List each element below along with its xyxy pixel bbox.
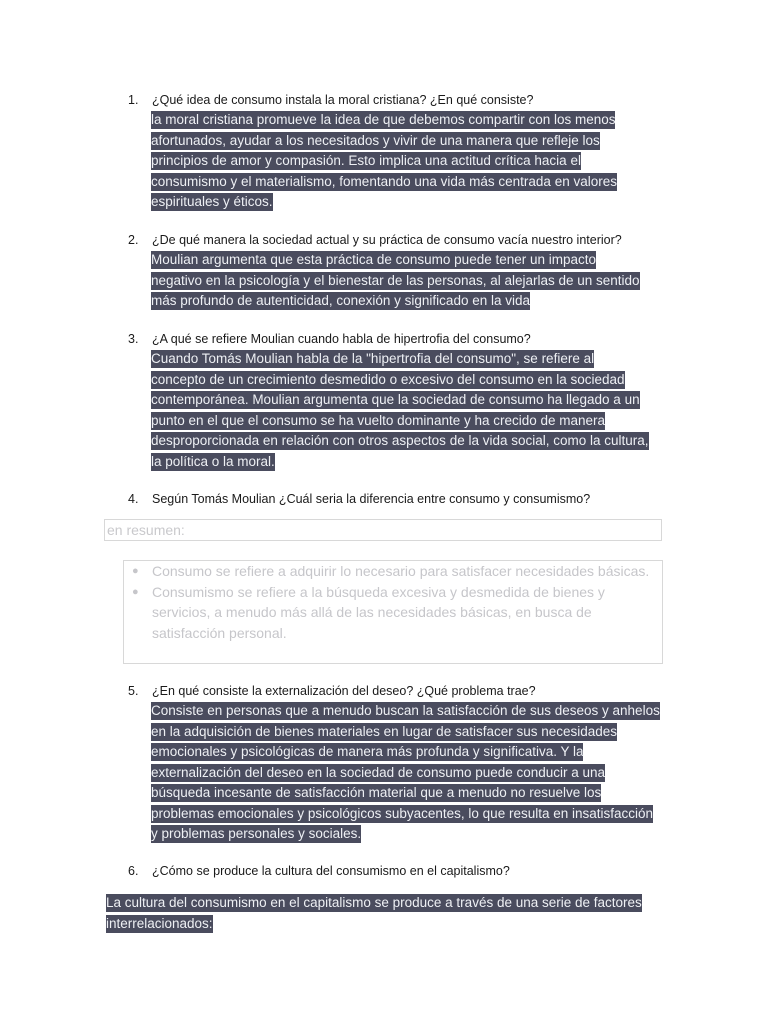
- question-text: ¿Cómo se produce la cultura del consumismo en el capitalismo?: [152, 864, 510, 878]
- question-number: 1.: [128, 93, 139, 107]
- answer-line: emocionales y psicológicas de manera más profunda y significativa. Y la: [151, 744, 584, 759]
- summary-list: [124, 561, 662, 643]
- summary-item-text: Consumismo se refiere a la búsqueda excesiva y desmedida de bienes y servicios, a menudo más allá de las necesidades básicas, en busca de satisfacción personal.: [152, 583, 605, 641]
- question-number: 4.: [128, 492, 139, 506]
- question-text: ¿A qué se refiere Moulian cuando habla de hipertrofia del consumo?: [152, 332, 531, 346]
- answer-line: Moulian argumenta que esta práctica de consumo puede tener un impacto: [151, 252, 597, 267]
- bullet-icon: ●: [132, 585, 139, 598]
- answer-line: problemas emocionales y psicológicos subyacentes, lo que resulta en insatisfacción: [151, 805, 654, 821]
- question-text: ¿En qué consiste la externalización del deseo? ¿Qué problema trae?: [152, 684, 536, 698]
- answer-line: más profundo de autenticidad, conexión y significado en la vida: [151, 293, 530, 308]
- final-paragraph[interactable]: [106, 892, 642, 934]
- final-line: La cultura del consumismo en el capitalismo se produce a través de una serie de factores: [106, 895, 642, 910]
- bullet-icon: ●: [132, 565, 139, 577]
- answer-line: consumismo y el materialismo, fomentando una vida más centrada en valores: [151, 173, 617, 189]
- answer-line: externalización del deseo en la sociedad de consumo puede conducir a una: [151, 764, 606, 780]
- question-number: 2.: [128, 233, 139, 247]
- question-6: [128, 861, 510, 881]
- question-4: [128, 489, 590, 509]
- question-text: ¿Qué idea de consumo instala la moral cristiana? ¿En qué consiste?: [152, 93, 534, 107]
- summary-box[interactable]: [123, 560, 663, 664]
- answer-line: afortunados, ayudar a los necesitados y vivir de una manera que refleje los: [151, 132, 600, 148]
- answer-line: Cuando Tomás Moulian habla de la "hipertrofia del consumo", se refiere al: [151, 351, 595, 366]
- question-3: [128, 329, 531, 349]
- answer-line: búsqueda incesante de satisfacción material que a menudo no resuelve los: [151, 785, 602, 800]
- summary-label: en resumen:: [107, 522, 185, 538]
- question-number: 3.: [128, 332, 139, 346]
- answer-line: la política o la moral.: [151, 453, 275, 469]
- summary-item: [124, 561, 662, 582]
- summary-item-text: Consumo se refiere a adquirir lo necesario para satisfacer necesidades básicas.: [152, 563, 650, 579]
- answer-5[interactable]: [151, 701, 660, 845]
- answer-line: negativo en la psicología y el bienestar de las personas, al alejarlas de un sentido: [151, 272, 640, 288]
- answer-line: en la adquisición de bienes materiales en lugar de satisfacer sus necesidades: [151, 723, 618, 739]
- question-1: [128, 90, 533, 110]
- answer-3[interactable]: [151, 349, 649, 472]
- final-line: interrelacionados:: [106, 916, 213, 931]
- answer-1[interactable]: [151, 110, 617, 213]
- question-number: 6.: [128, 864, 139, 878]
- question-text: Según Tomás Moulian ¿Cuál seria la diferencia entre consumo y consumismo?: [152, 492, 591, 506]
- answer-line: y problemas personales y sociales.: [151, 826, 362, 841]
- answer-line: Consiste en personas que a menudo buscan la satisfacción de sus deseos y anhelos: [151, 703, 660, 718]
- question-2: [128, 230, 622, 250]
- summary-item: [124, 582, 662, 644]
- question-text: ¿De qué manera la sociedad actual y su práctica de consumo vacía nuestro interior?: [152, 233, 622, 247]
- answer-line: principios de amor y compasión. Esto implica una actitud crítica hacia el: [151, 153, 581, 168]
- answer-line: la moral cristiana promueve la idea de que debemos compartir con los menos: [151, 112, 616, 127]
- answer-2[interactable]: [151, 250, 640, 312]
- answer-line: espirituales y éticos.: [151, 194, 273, 209]
- answer-line: desproporcionada en relación con otros aspectos de la vida social, como la cultura,: [151, 433, 649, 448]
- question-5: [128, 681, 536, 701]
- answer-line: contemporánea. Moulian argumenta que la sociedad de consumo ha llegado a un: [151, 392, 640, 407]
- answer-line: punto en el que el consumo se ha vuelto dominante y ha crecido de manera: [151, 412, 606, 428]
- summary-label-field[interactable]: [104, 519, 662, 541]
- question-number: 5.: [128, 684, 139, 698]
- answer-line: concepto de un crecimiento desmedido o excesivo del consumo en la sociedad: [151, 371, 625, 387]
